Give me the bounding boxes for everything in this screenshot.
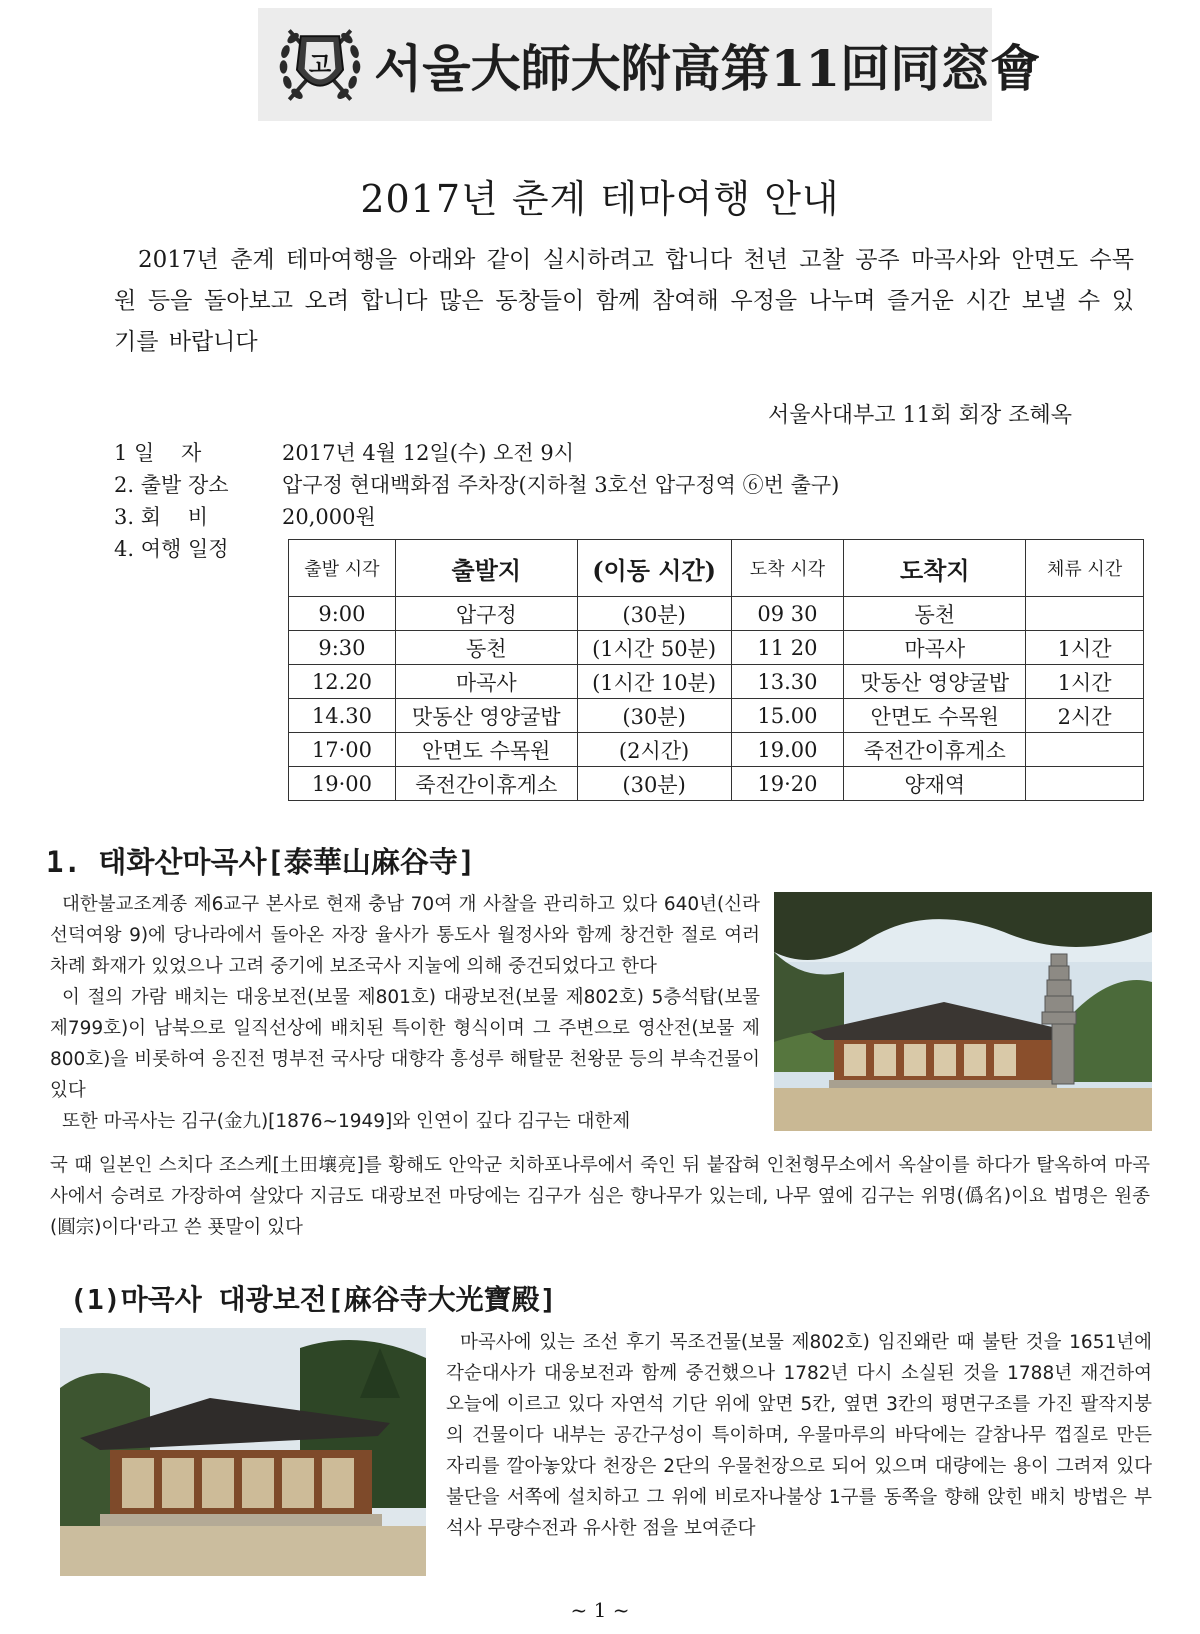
info-value: 20,000원: [282, 505, 376, 529]
table-cell: 1시간: [1026, 631, 1144, 665]
table-cell: 동천: [395, 631, 577, 665]
schedule-table: [288, 539, 1144, 801]
table-cell: 19·20: [731, 767, 844, 801]
paragraph: 마곡사에 있는 조선 후기 목조건물(보물 제802호) 임진왜란 때 불탄 것을 1651년에 각순대사가 대웅보전과 함께 중건했으나 1782년 다시 소실된 것을 1788년 재건하여 오늘에 이르고 있다 자연석 기단 위에 앞면 5칸, 옆면 3칸의 평면구조를 가진 팔작지붕의 건물이다 내부는 공간구성이 특이하며, 우물마루의 바닥에는 갈참나무 껍질로 만든 자리를 깔아놓았다 천장은 2단의 우물천장으로 되어 있으며 대량에는 용이 그려져 있다 불단을 서쪽에 설치하고 그 위에 비로자나불상 1구를 동쪽을 향해 앉힌 배치 방법은 부석사 무량수전과 유사한 점을 보여준다: [446, 1332, 1152, 1539]
intro-paragraph: 2017년 춘계 테마여행을 아래와 같이 실시하려고 합니다 천년 고찰 공주 마곡사와 안면도 수목원 등을 돌아보고 오려 합니다 많은 동창들이 함께 참여해 우정을 나누며 즐거운 시간 보낼 수 있기를 바랍니다: [114, 247, 1134, 355]
table-cell: [1026, 597, 1144, 631]
table-cell: 죽전간이휴게소: [395, 767, 577, 801]
table-cell: 9:00: [289, 597, 396, 631]
table-cell: (2시간): [577, 733, 731, 767]
table-cell: (30분): [577, 767, 731, 801]
table-cell: 19.00: [731, 733, 844, 767]
signer: 서울사대부고 11회 회장 조혜옥: [768, 403, 1072, 428]
table-cell: 09 30: [731, 597, 844, 631]
alumni-banner: [258, 8, 1041, 121]
table-cell: 죽전간이휴게소: [844, 733, 1026, 767]
table-row: [289, 767, 1144, 801]
info-label: 3. 회 비: [114, 505, 208, 529]
header-cell: 출발 시각: [289, 540, 396, 597]
paragraph: 대한불교조계종 제6교구 본사로 현재 충남 70여 개 사찰을 관리하고 있다 640년(신라 선덕여왕 9)에 당나라에서 돌아온 자장 율사가 통도사 월정사와 함께 창건한 절로 여러 차례 화재가 있었으나 고려 중기에 보조국사 지눌에 의해 중건되었다고 한다: [50, 894, 760, 977]
info-value: 압구정 현대백화점 주차장(지하철 3호선 압구정역 ⑥번 출구): [282, 473, 840, 497]
table-row: [289, 665, 1144, 699]
table-cell: (1시간 10분): [577, 665, 731, 699]
info-fee: [114, 501, 839, 533]
table-cell: 양재역: [844, 767, 1026, 801]
magoksa-temple-photo: [774, 892, 1152, 1131]
table-cell: 11 20: [731, 631, 844, 665]
banner-title: 서울大師大附高第11回同窓會: [374, 38, 1041, 98]
info-departure: [114, 469, 839, 501]
info-date: [114, 437, 839, 469]
header-cell: 도착 시각: [731, 540, 844, 597]
header-cell: (이동 시간): [577, 540, 731, 597]
paragraph: 이 절의 가람 배치는 대웅보전(보물 제801호) 대광보전(보물 제802호) 5층석탑(보물 제799호)이 남북으로 일직선상에 배치된 특이한 형식이며 그 주변으로 영산전(보물 제800호)을 비롯하여 응진전 명부전 국사당 대향각 흥성루 해탈문 천왕문 등의 부속건물이 있다: [50, 987, 760, 1101]
info-label: 4. 여행 일정: [114, 537, 229, 561]
table-cell: 9:30: [289, 631, 396, 665]
subsection-text: [446, 1327, 1152, 1544]
table-cell: (30분): [577, 597, 731, 631]
header-cell: 출발지: [395, 540, 577, 597]
table-cell: (1시간 50분): [577, 631, 731, 665]
emblem-letter: 고: [308, 52, 332, 79]
table-cell: 17·00: [289, 733, 396, 767]
table-cell: 19·00: [289, 767, 396, 801]
subsection-heading: (1)마곡사 대광보전[麻谷寺大光寶殿]: [70, 1283, 557, 1316]
paragraph: 또한 마곡사는 김구(金九)[1876~1949]와 인연이 깊다 김구는 대한제: [62, 1111, 631, 1132]
school-emblem-icon: [272, 17, 368, 113]
header-cell: 체류 시간: [1026, 540, 1144, 597]
table-row: [289, 733, 1144, 767]
table-cell: 12.20: [289, 665, 396, 699]
document-title: 2017년 춘계 테마여행 안내: [360, 177, 840, 221]
table-cell: 15.00: [731, 699, 844, 733]
section1-text: [50, 889, 760, 1137]
table-cell: [1026, 767, 1144, 801]
info-value: 2017년 4월 12일(수) 오전 9시: [282, 441, 574, 465]
table-cell: 안면도 수목원: [395, 733, 577, 767]
table-cell: 14.30: [289, 699, 396, 733]
table-header-row: [289, 540, 1144, 597]
table-cell: 마곡사: [395, 665, 577, 699]
table-row: [289, 631, 1144, 665]
table-cell: (30분): [577, 699, 731, 733]
section-heading: 1. 태화산마곡사[泰華山麻谷寺]: [46, 845, 476, 879]
table-cell: 동천: [844, 597, 1026, 631]
table-cell: [1026, 733, 1144, 767]
table-cell: 마곡사: [844, 631, 1026, 665]
table-cell: 2시간: [1026, 699, 1144, 733]
table-cell: 안면도 수목원: [844, 699, 1026, 733]
info-label: 2. 출발 장소: [114, 473, 229, 497]
table-row: [289, 699, 1144, 733]
table-cell: 1시간: [1026, 665, 1144, 699]
daegwangbojeon-photo: [60, 1328, 426, 1576]
table-cell: 맛동산 영양굴밥: [395, 699, 577, 733]
table-cell: 13.30: [731, 665, 844, 699]
table-cell: 맛동산 영양굴밥: [844, 665, 1026, 699]
table-row: [289, 597, 1144, 631]
page-number: ~ 1 ~: [570, 1598, 630, 1622]
table-cell: 압구정: [395, 597, 577, 631]
header-cell: 도착지: [844, 540, 1026, 597]
info-label: 1 일 자: [114, 441, 202, 465]
paragraph: 국 때 일본인 스치다 조스케[土田壤亮]를 황해도 안악군 치하포나루에서 죽인 뒤 붙잡혀 인천형무소에서 옥살이를 하다가 탈옥하여 마곡사에서 승려로 가장하여 살았다 지금도 대광보전 마당에는 김구가 심은 향나무가 있는데, 나무 옆에 김구는 위명(僞名)이요 법명은 원종(圓宗)이다'라고 쓴 푯말이 있다: [50, 1155, 1150, 1238]
